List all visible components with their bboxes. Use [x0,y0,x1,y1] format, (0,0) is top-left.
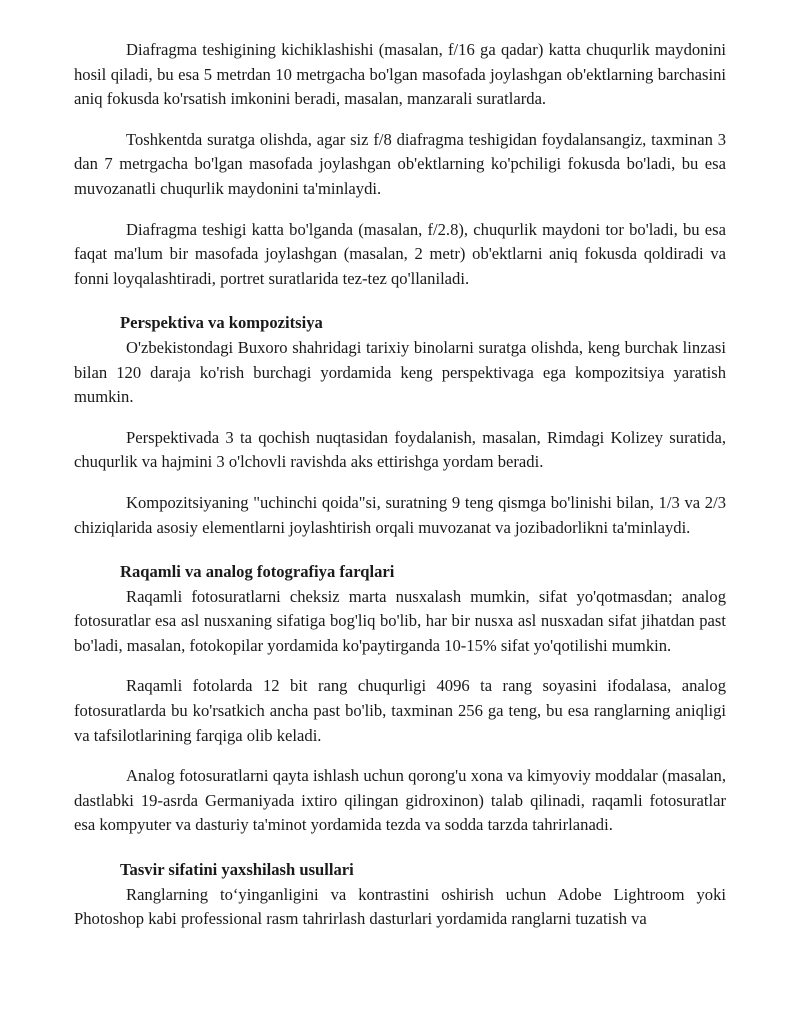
section-heading: Raqamli va analog fotografiya farqlari [120,562,395,582]
paragraph: Raqamli fotolarda 12 bit rang chuqurligi 4096 ta rang soyasini ifodalasa, analog fotosuratlarda bu ko'rsatkich ancha past bo'lib, taxminan 256 ga teng, bu esa ranglarning aniqligi va tafsilotlarining farqiga olib keladi. [74,676,726,745]
paragraph: Raqamli fotosuratlarni cheksiz marta nusxalash mumkin, sifat yo'qotmasdan; analog fotosuratlar esa asl nusxaning sifatiga bog'liq bo'lib, har bir nusxa asl nusxadan sifat jihatdan past bo'ladi, masalan, fotokopilar yordamida ko'paytirganda 10-15% sifat yo'qotilishi mumkin. [74,586,726,655]
section-heading: Tasvir sifatini yaxshilash usullari [120,860,354,880]
paragraph: Kompozitsiyaning "uchinchi qoida"si, suratning 9 teng qismga bo'linishi bilan, 1/3 va 2/3 chiziqlarida asosiy elementlarni joylashtirish orqali muvozanat va jozibadorlikni ta'minlaydi. [74,492,726,537]
paragraph: Toshkentda suratga olishda, agar siz f/8 diafragma teshigidan foydalansangiz, taxminan 3 dan 7 metrgacha bo'lgan masofada joylashgan ob'ektlarning ko'pchiligi fokusda bo'ladi, bu esa muvozanatli chuqurlik maydonini ta'minlaydi. [74,129,726,198]
paragraph: O'zbekistondagi Buxoro shahridagi tarixiy binolarni suratga olishda, keng burchak linzasi bilan 120 daraja ko'rish burchagi yordamida keng perspektivaga ega kompozitsiya yaratish mumkin. [74,337,726,407]
paragraph: Diafragma teshigining kichiklashishi (masalan, f/16 ga qadar) katta chuqurlik maydonini hosil qiladi, bu esa 5 metrdan 10 metrgacha bo'lgan masofada joylashgan ob'ektlarning barchasini aniq fokusda ko'rsatish imkonini beradi, masalan, manzarali suratlarda. [74,40,726,109]
paragraph: Analog fotosuratlarni qayta ishlash uchun qorong'u xona va kimyoviy moddalar (masalan, dastlabki 19-asrda Germaniyada ixtiro qilingan gidroxinon) talab qilinadi, raqamli fotosuratlar esa kompyuter va dasturiy ta'minot yordamida tezda va sodda tarzda tahrirlanadi. [74,766,726,835]
document-page [74,38,726,948]
paragraph: Diafragma teshigi katta bo'lganda (masalan, f/2.8), chuqurlik maydoni tor bo'ladi, bu esa faqat ma'lum bir masofada joylashgan (masalan, 2 metr) ob'ektlarni aniq fokusda qoldiradi va fonni loyqalashtiradi, portret suratlarida tez-tez qo'llaniladi. [74,219,726,288]
paragraph: Perspektivada 3 ta qochish nuqtasidan foydalanish, masalan, Rimdagi Kolizey suratida, chuqurlik va hajmini 3 o'lchovli ravishda aks ettirishga yordam beradi. [74,427,726,472]
section-heading: Perspektiva va kompozitsiya [120,313,323,333]
paragraph: Ranglarning to‘yinganligini va kontrastini oshirish uchun Adobe Lightroom yoki Photoshop kabi professional rasm tahrirlash dasturlari yordamida ranglarni tuzatish va [74,884,726,929]
